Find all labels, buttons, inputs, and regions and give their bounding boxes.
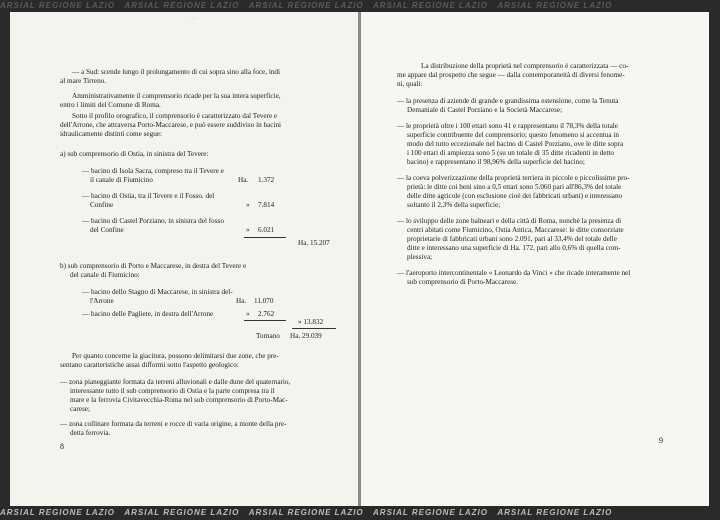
watermark-text-2: ARSIAL REGIONE LAZIO: [124, 508, 240, 517]
watermark-text-1: ARSIAL REGIONE LAZIO: [0, 508, 115, 517]
bullet-3-line3: delle ditte agricole (con esclusione cioè dei fabbricati urbani) e interessano: [407, 192, 623, 200]
a-item-3-line2: del Confine: [90, 226, 124, 234]
watermark-text-top-5: ARSIAL REGIONE LAZIO: [497, 1, 613, 10]
tornano-label: Tornano: [256, 332, 280, 340]
top-watermark-strip: [0, 0, 720, 12]
a-item-2-line1: — bacino di Ostia, tra il Tevere e il Fosso. del: [82, 192, 215, 200]
a-item-1-unit: Ha.: [238, 176, 249, 184]
watermark-text-4: ARSIAL REGIONE LAZIO: [373, 508, 488, 517]
b-item-1-line2: l'Arrone: [90, 297, 114, 305]
a-item-3-value: 6.021: [258, 226, 275, 234]
paragraph-giacitura-line1: Per quanto concerne la giacitura, possono delimitarsi due zone, che pre-: [72, 352, 279, 360]
bullet-2-line5: bacino) e rappresentano il 98,96% della superficie del bacino;: [407, 158, 585, 166]
intro-line3: ni, quali:: [397, 80, 423, 88]
bullet-1-line2: Demaniale di Castel Porziano e la Società Maccarese;: [407, 106, 563, 114]
bullet-5-line1: — l'aeroporto intercontinentale « Leonardo da Vinci » che ricade interamente nel: [397, 269, 631, 277]
left-page-number: 8: [60, 442, 64, 451]
zone-2-line1: — zona collinare formata da terreni e rocce di varia origine, a monte della pre-: [60, 420, 287, 428]
watermark-text-top: ARSIAL REGIONE LAZIO: [0, 1, 115, 10]
right-page: [361, 12, 709, 506]
a-item-3-line1: — bacino di Castel Porziano, in sinistra del fosso: [82, 217, 224, 225]
paragraph-sud-line2: al mare Tirreno.: [60, 77, 107, 85]
b-item-2-value: 2.762: [258, 310, 275, 318]
paragraph-sud-line1: — a Sud: scende lungo il prolungamento di cui sopra sino alla foce, indi: [72, 68, 280, 76]
bottom-watermark-strip: [0, 506, 720, 520]
bullet-4-line5: plessiva;: [407, 253, 433, 261]
section-b-heading-line2: del canale di Fiumicino:: [70, 271, 140, 279]
page-top-marks: · · ·: [188, 16, 197, 22]
a-item-2-value: 7.814: [258, 201, 275, 209]
a-sum-rule: [244, 237, 286, 238]
bullet-4-line3: proprietarie di fabbricati urbani sono 2.091, pari al 33,4% del totale delle: [407, 235, 617, 243]
grand-sum-rule: [292, 328, 336, 329]
paragraph-oro-line1: Sotto il profilo orografico, il comprensorio è caratterizzato dal Tevere e: [72, 112, 278, 120]
left-page: [10, 12, 358, 506]
bullet-3-line1: — la coeva polverizzazione della proprietà terriera in piccole e piccolissime pro-: [397, 174, 630, 182]
a-item-3-unit: »: [246, 226, 250, 234]
bullet-2-line4: i 100 ettari di ampiezza sono 5 (su un totale di 35 ditte ricadenti in detto: [407, 149, 614, 157]
tornano-value: Ha. 29.039: [290, 332, 322, 340]
b-item-1-value: 11.070: [254, 297, 274, 305]
watermark-text-top-3: ARSIAL REGIONE LAZIO: [248, 1, 364, 10]
bullet-3-line2: prietà: le ditte coi beni sino a 0,5 ettari sono 5.060 pari all'86,3% del totale: [407, 183, 622, 191]
zone-1-line3: mare e la ferrovia Civitavecchia-Roma nel sub comprensorio di Porto-Mac-: [70, 396, 288, 404]
bullet-4-line4: ditte e interessano una superficie di Ha. 172, pari allo 0,6% di quella com-: [407, 244, 621, 252]
bullet-2-line1: — le proprietà oltre i 100 ettari sono 41 e rappresentano il 78,3% della totale: [397, 122, 618, 130]
paragraph-admin-line2: entro i limiti del Comune di Roma.: [60, 101, 161, 109]
bullet-5-line2: sub comprensorio di Porto-Maccarese.: [407, 278, 518, 286]
bullet-3-line4: soltanto il 2,3% della superficie;: [407, 201, 501, 209]
watermark-text-top-2: ARSIAL REGIONE LAZIO: [124, 1, 240, 10]
bullet-2-line2: superficie contribuente del comprensorio; questo fenomeno si accentua in: [407, 131, 619, 139]
section-b-heading-line1: b) sub comprensorio di Porto e Maccarese, in destra del Tevere e: [60, 262, 247, 270]
bullet-4-line1: — lo sviluppo delle zone balneari e della città di Roma, nonché la presenza di: [397, 217, 622, 225]
right-page-number: 9: [659, 436, 663, 445]
a-item-2-line2: Confine: [90, 201, 114, 209]
b-item-1-line1: — bacino dello Stagno di Maccarese, in sinistra del-: [82, 288, 233, 296]
b-sum-rule: [244, 320, 286, 321]
zone-2-line2: detta ferrovia.: [70, 429, 111, 437]
paragraph-admin-line1: Amministrativamente il comprensorio ricade per la sua intera superficie,: [72, 92, 281, 100]
b-total: » 13.832: [298, 318, 324, 326]
zone-1-line2: interessante tutto il sub comprensorio di Ostia e la parte compresa tra il: [70, 387, 275, 395]
watermark-text-top-4: ARSIAL REGIONE LAZIO: [373, 1, 488, 10]
paragraph-oro-line2: dell'Arrone, che attraversa Porto-Maccarese, e può essere suddiviso in bacini: [60, 121, 282, 129]
paragraph-oro-line3: idraulicamente distinti come segue:: [60, 130, 162, 138]
bullet-4-line2: centri abitati come Fiumicino, Ostia Antica, Maccarese: le ditte consorziate: [407, 226, 624, 234]
a-item-1-line1: — bacino di Isola Sacra, compreso tra il Tevere e: [82, 167, 224, 175]
section-a-heading: a) sub comprensorio di Ostia, in sinistra del Tevere:: [60, 150, 209, 158]
zone-1-line4: carese;: [70, 405, 90, 413]
b-item-1-unit: Ha.: [236, 297, 247, 305]
zone-1-line1: — zona pianeggiante formata da terreni alluvionali e dalle dune del quaternario,: [60, 378, 291, 386]
a-total: Ha. 15.207: [298, 239, 330, 247]
a-item-1-line2: il canale di Fiumicino: [90, 176, 153, 184]
bullet-1-line1: — la presenza di aziende di grande e grandissima estensione, come la Tenuta: [397, 97, 619, 105]
intro-line1: La distribuzione della proprietà nel comprensorio è caratterizzata — co-: [421, 62, 629, 70]
b-item-2-unit: »: [246, 310, 250, 318]
intro-line2: me appare dal prospetto che segue — dalla contemporaneità di diversi fenome-: [397, 71, 625, 79]
paragraph-giacitura-line2: sentano caratteristiche assai difformi sotto l'aspetto geologico:: [60, 361, 239, 369]
b-item-2-line1: — bacino delle Pagliete, in destra dell'Arrone: [82, 310, 214, 318]
a-item-1-value: 1.372: [258, 176, 275, 184]
watermark-text-5: ARSIAL REGIONE LAZIO: [497, 508, 613, 517]
watermark-text-3: ARSIAL REGIONE LAZIO: [248, 508, 364, 517]
bullet-2-line3: modo del tutto eccezionale nel bacino di Castel Porziano, ove le ditte sopra: [407, 140, 624, 148]
a-item-2-unit: »: [246, 201, 250, 209]
